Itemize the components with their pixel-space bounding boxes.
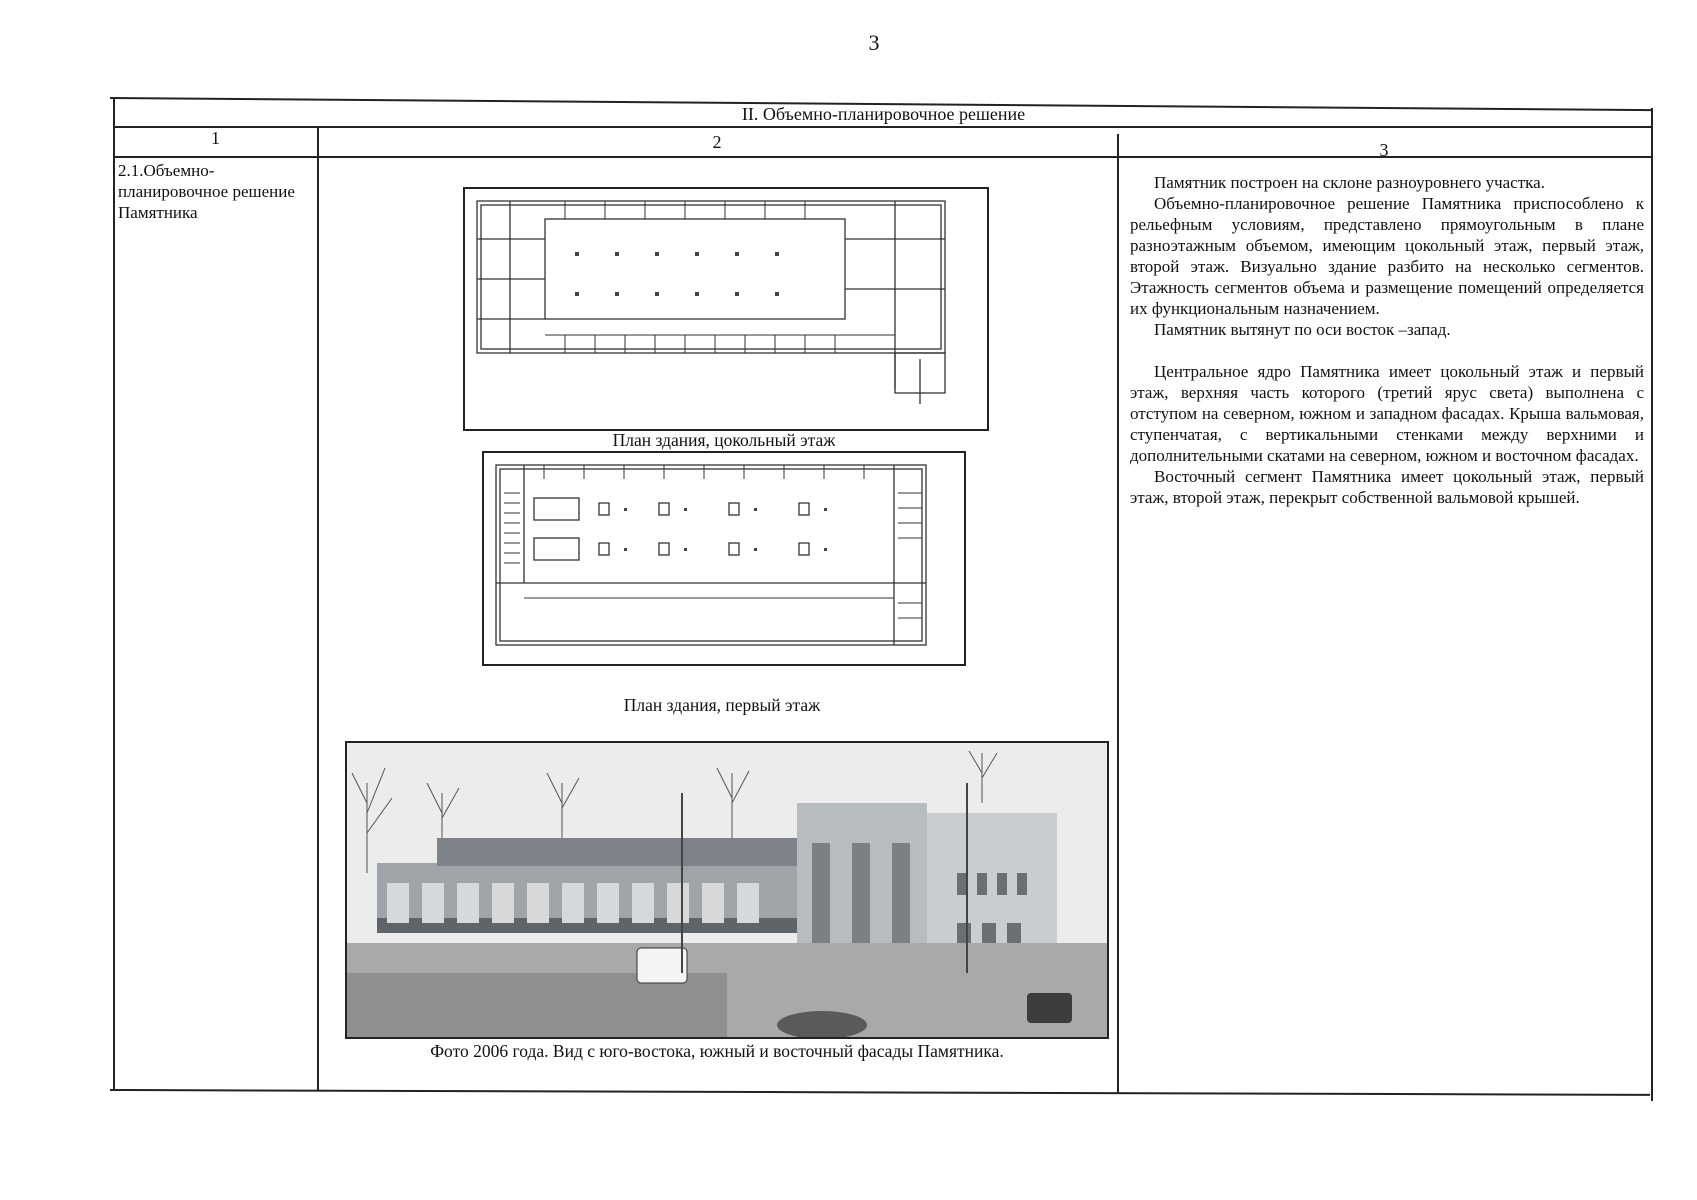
column-header-2: 2 [712, 132, 722, 152]
section-title: II. Объемно-планировочное решение [741, 104, 1026, 124]
building-photo [345, 741, 1109, 1039]
description-paragraph: Памятник построен на склоне разноуровнего участка. [1154, 173, 1545, 192]
first-floor-plan [482, 451, 966, 666]
basement-floor-plan [463, 187, 989, 431]
first-floor-plan-caption: План здания, первый этаж [623, 695, 821, 715]
photo-caption: Фото 2006 года. Вид с юго-востока, южный и восточный фасады Памятника. [430, 1041, 1004, 1061]
column-header-3: 3 [1379, 140, 1389, 160]
basement-plan-caption: План здания, цокольный этаж [612, 430, 836, 450]
description-paragraph: Памятник вытянут по оси восток –запад. [1154, 320, 1451, 339]
row-label: 2.1.Объемно-планировочное решение Памятника [118, 161, 295, 222]
description-paragraph: Восточный сегмент Памятника имеет цокольный этаж, первый этаж, второй этаж, перекрыт собственной вальмовой крышей. [1130, 467, 1644, 507]
column-header-1: 1 [211, 128, 220, 148]
description-paragraph: Центральное ядро Памятника имеет цокольный этаж и первый этаж, верхняя часть которого (третий ярус света) выполнена с отступом на северном, южном и западном фасадах. Крыша вальмовая, ступенчатая, с вертикальными стенками между верхними и дополнительными скатами на северном, южном и восточном фасадах. [1130, 362, 1644, 465]
description-paragraph: Объемно-планировочное решение Памятника приспособлено к рельефным условиям, представлено прямоугольным в плане разноэтажным объемом, имеющим цокольный этаж, первый этаж, второй этаж. Визуально здание разбито на несколько сегментов. Этажность сегментов объема и размещение помещений определяется их функциональным назначением. [1130, 194, 1644, 318]
description-text [1130, 172, 1644, 508]
page-number: 3 [868, 30, 880, 55]
